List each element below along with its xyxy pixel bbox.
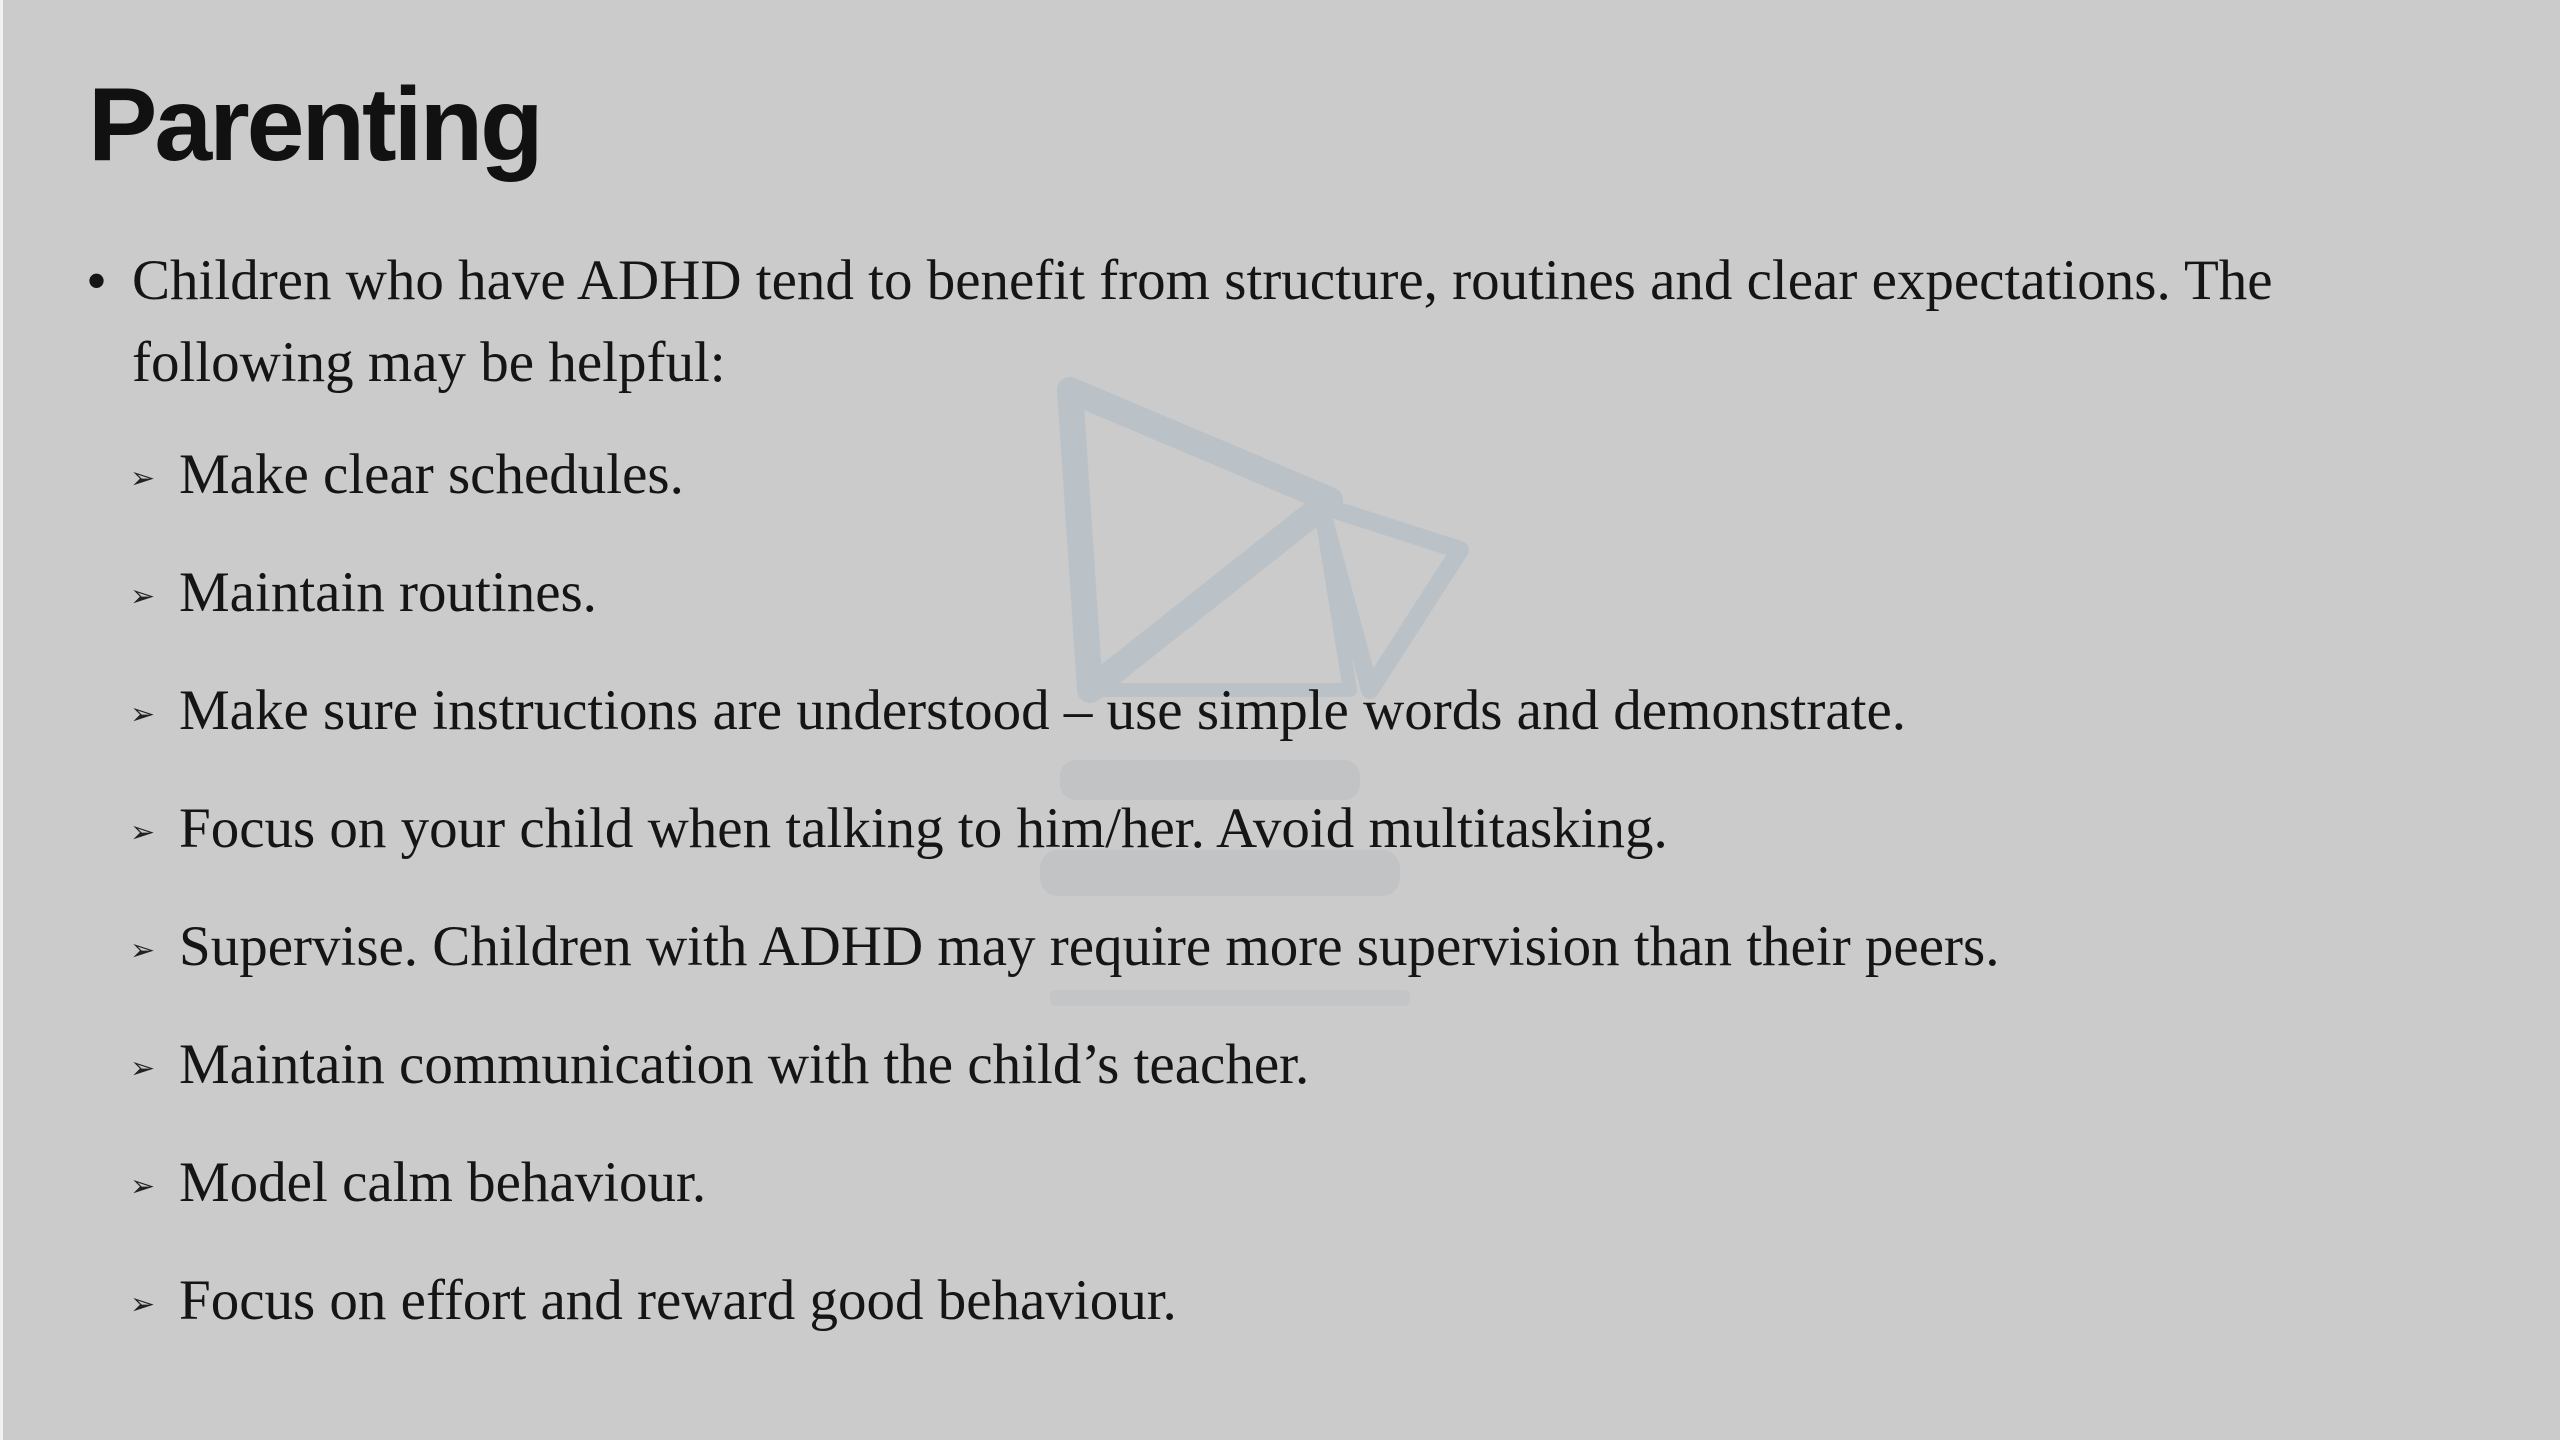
list-item-text: Model calm behaviour. — [179, 1151, 707, 1214]
list-item-text: Make clear schedules. — [179, 443, 684, 506]
list-item-text: Focus on your child when talking to him/her. Avoid multitasking. — [179, 797, 1668, 860]
list-item-text: Make sure instructions are understood – use simple words and demonstrate. — [179, 679, 1907, 742]
list-item-text: Maintain routines. — [179, 561, 597, 624]
list-item — [80, 434, 2460, 552]
arrow-bullet-icon: ➢ — [130, 698, 156, 731]
list-item — [80, 1260, 2460, 1378]
arrow-bullet-icon: ➢ — [130, 462, 156, 495]
list-item — [80, 788, 2460, 906]
arrow-bullet-icon: ➢ — [130, 934, 156, 967]
arrow-bullet-icon: ➢ — [130, 816, 156, 849]
slide-edge — [0, 0, 3, 1440]
arrow-bullet-icon: ➢ — [130, 1052, 156, 1085]
intro-text: Children who have ADHD tend to benefit from structure, routines and clear expectations. The following may be helpful: — [132, 249, 2273, 394]
list-item-text: Supervise. Children with ADHD may require more supervision than their peers. — [179, 915, 2000, 978]
arrow-bullet-icon: ➢ — [130, 580, 156, 613]
list-item-text: Maintain communication with the child’s teacher. — [179, 1033, 1310, 1096]
bullet-dot-icon: • — [86, 248, 108, 314]
slide-body — [80, 240, 2460, 1378]
arrow-bullet-icon: ➢ — [130, 1288, 156, 1321]
list-item — [80, 1142, 2460, 1260]
list-item — [80, 906, 2460, 1024]
list-item — [80, 1024, 2460, 1142]
list-item — [80, 552, 2460, 670]
list-item-text: Focus on effort and reward good behaviour. — [179, 1269, 1177, 1332]
arrow-bullet-icon: ➢ — [130, 1170, 156, 1203]
slide-title: Parenting — [88, 67, 541, 183]
intro-bullet — [80, 240, 2460, 404]
list-item — [80, 670, 2460, 788]
tips-list — [80, 434, 2460, 1378]
